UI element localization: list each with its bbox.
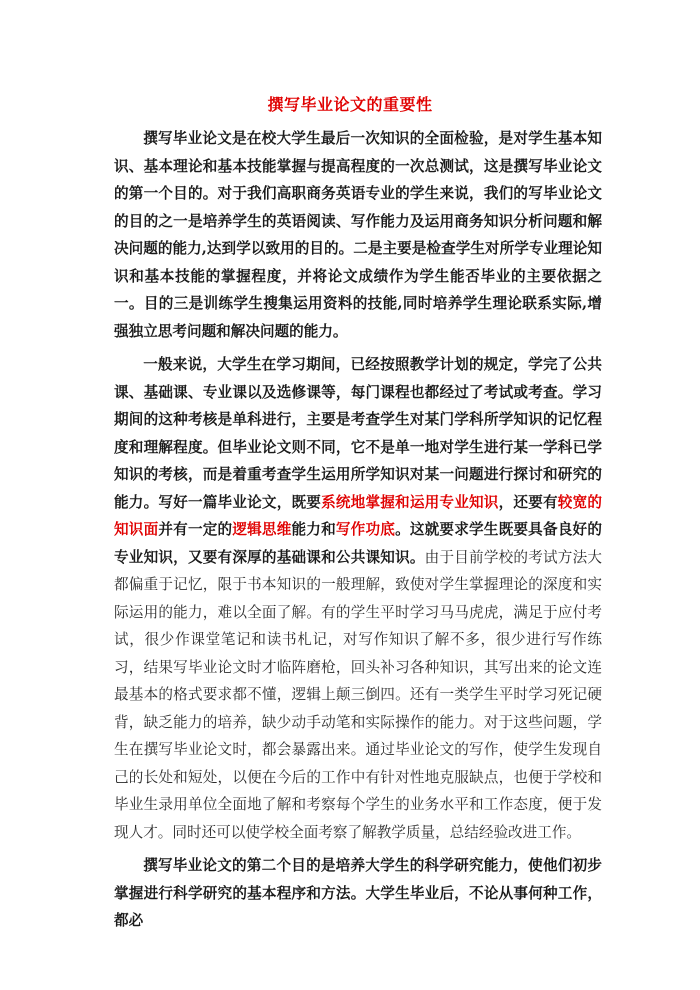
highlight-writing-skill: 写作功底: [335, 521, 396, 538]
paragraph-2-text-1: 一般来说，大学生在学习期间，已经按照教学计划的规定，学完了公共课、基础课、专业课以及选修课等，每门课程也都经过了考试或考查。学习期间的这种考核是单科进行，主要是考查学生对某门学科所学知识的记忆程度和理解程度。但毕业论文则不同，它不是单一地对学生进行某一学科已学知识的考核，而是着重考查学生运用所学知识对某一问题进行探讨和研究的能力。写好一篇毕业论文，既要: [114, 356, 602, 511]
document-title: 撰写毕业论文的重要性: [267, 95, 433, 114]
paragraph-2-text-2: ，还要有: [498, 493, 558, 511]
paragraph-2-text-5: 。这就要求学生既要具备良好的专业知识，又要有深厚的基础课和公共课知识。: [114, 521, 602, 566]
paragraph-3: 撰写毕业论文的第二个目的是培养大学生的科学研究能力，使他们初步掌握进行科学研究的基本程序和方法。大学生毕业后，不论从事何种工作，都必: [114, 857, 602, 929]
paragraph-2-text-4: 能力和: [291, 521, 336, 538]
highlight-logical-thinking: 逻辑思维: [232, 521, 292, 538]
document-body: [114, 125, 602, 935]
paragraph-2-text-3: 并有一定的: [158, 521, 233, 538]
paragraph-2: [114, 351, 602, 846]
paragraph-2-regular-text: 由于目前学校的考试方法大都偏重于记忆，限于书本知识的一般理解，致使对学生掌握理论的深度和实际运用的能力，难以全面了解。有的学生平时学习马马虎虎，满足于应付考试，很少作课堂笔记和读书札记，对写作知识了解不多，很少进行写作练习，结果写毕业论文时才临阵磨枪，回头补习各种知识，其写出来的论文连最基本的格式要求都不懂，逻辑上颠三倒四。还有一类学生平时学习死记硬背，缺乏能力的培养，缺少动手动笔和实际操作的能力。对于这些问题，学生在撰写毕业论文时，都会暴露出来。通过毕业论文的写作，使学生发现自己的长处和短处，以便在今后的工作中有针对性地克服缺点，也便于学校和毕业生录用单位全面地了解和考察每个学生的业务水平和工作态度，便于发现人才。同时还可以使学校全面考察了解教学质量，总结经验改进工作。: [114, 548, 602, 841]
highlight-professional-knowledge: 系统地掌握和运用专业知识: [321, 493, 499, 511]
highlight-broad-knowledge: 较宽的知识面: [114, 493, 602, 538]
paragraph-1: 撰写毕业论文是在校大学生最后一次知识的全面检验，是对学生基本知识、基本理论和基本技能掌握与提高程度的一次总测试，这是撰写毕业论文的第一个目的。对于我们高职商务英语专业的学生来说，我们的写毕业论文的目的之一是培养学生的英语阅读、写作能力及运用商务知识分析问题和解决问题的能力,达到学以致用的目的。二是主要是检查学生对所学专业理论知识和基本技能的掌握程度，并将论文成绩作为学生能否毕业的主要依据之一。目的三是训练学生搜集运用资料的技能,同时培养学生理论联系实际,增强独立思考问题和解决问题的能力。: [114, 130, 602, 340]
